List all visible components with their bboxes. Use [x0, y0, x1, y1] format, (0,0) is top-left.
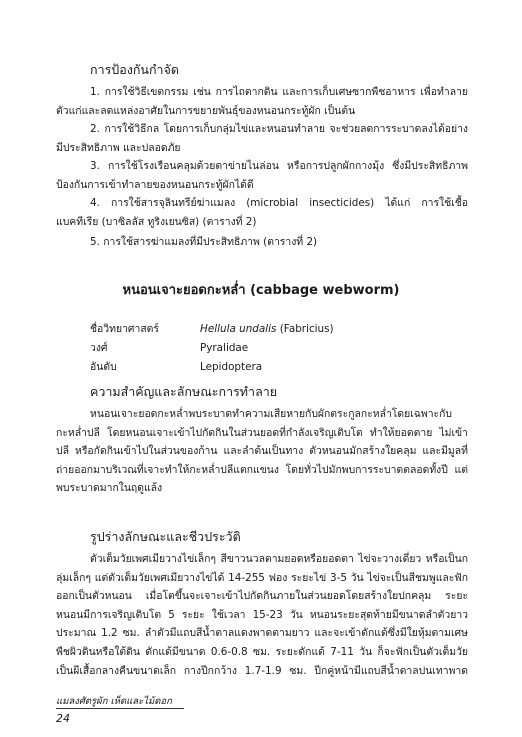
footer-book-title: แมลงศัตรูผัก เห็ดและไม้ดอก	[56, 696, 172, 707]
section-heading-damage: ความสำคัญและลักษณะการทำลาย	[90, 384, 278, 399]
control-item-4: 4. การใช้สารจุลินทรีย์ฆ่าแมลง (microbial insecticides) ได้แก่ การใช้เชื้อแบคทีเรีย (บาซิลลัส ทูริงเยนซิส) (ตารางที่ 2)	[56, 197, 468, 228]
taxonomy-value: Lepidoptera	[200, 361, 263, 373]
taxonomy-label: ชื่อวิทยาศาสตร์	[90, 323, 160, 335]
taxonomy-label: วงศ์	[90, 342, 108, 354]
damage-paragraph: หนอนเจาะยอดกะหล่ำพบระบาดทำความเสียหายกับผักตระกูลกะหล่ำโดยเฉพาะกับกะหล่ำปลี โดยหนอนเจาะเข้าไปกัดกินในส่วนยอดที่กำลังเจริญเติบโต ทำให้ยอดตาย ไม่เข้าปลี หรือกัดกินเข้าไปในส่วนของก้าน และลำต้นเป็นทาง ตัวหนอนมักสร้างใยคลุม และมีมูลที่ถ่ายออกมาบริเวณที่เจาะทำให้กะหล่ำปลีแตกแขนง โดยทั่วไปมักพบการระบาดตลอดทั้งปี แต่พบระบาดมากในฤดูแล้ง	[56, 408, 468, 495]
control-item-3: 3. การใช้โรงเรือนคลุมด้วยตาข่ายไนล่อน หรือการปลูกผักกางมุ้ง ซึ่งมีประสิทธิภาพป้องกันการเข้าทำลายของหนอนกระทู้ผักได้ดี	[56, 160, 468, 191]
section-heading-biology: รูปร่างลักษณะและชีวประวัติ	[90, 529, 241, 544]
taxonomy-row-scientific-name	[90, 320, 334, 337]
pest-title: หนอนเจาะยอดกะหล่ำ (cabbage webworm)	[122, 283, 400, 298]
section-heading-control: การป้องกันกำจัด	[90, 62, 179, 77]
taxonomy-row-family	[90, 339, 248, 356]
page-number: 24	[56, 712, 70, 725]
taxonomy-value: Hellula undalis (Fabricius)	[200, 323, 334, 335]
control-item-1: 1. การใช้วิธีเขตกรรม เช่น การไถตากดิน และการเก็บเศษซากพืชอาหาร เพื่อทำลายตัวแก่และลดแหล่งอาศัยในการขยายพันธุ์ของหนอนกระทู้ผัก เป็นต้น	[56, 86, 468, 117]
footer-divider	[56, 708, 184, 709]
control-item-5: 5. การใช้สารฆ่าแมลงที่มีประสิทธิภาพ (ตารางที่ 2)	[90, 236, 318, 248]
biology-paragraph: ตัวเต็มวัยเพศเมียวางไข่เล็กๆ สีขาวนวลตามยอดหรือยอดตา ไข่จะวางเดี่ยว หรือเป็นกลุ่มเล็กๆ แต่ตัวเต็มวัยเพศเมียวางไข่ได้ 14-255 ฟอง ระยะไข่ 3-5 วัน ไข่จะเป็นสีชมพูและฟักออกเป็นตัวหนอน เมื่อโตขึ้นจะเจาะเข้าไปกัดกินภายในส่วนยอดโดยสร้างใยปกคลุม ระยะหนอนมีการเจริญเติบโต 5 ระยะ ใช้เวลา 15-23 วัน หนอนระยะสุดท้ายมีขนาดลำตัวยาวประมาณ 1.2 ซม. ลำตัวมีแถบสีน้ำตาลแดงพาดตามยาว และจะเข้าดักแด้ซึ่งมีใยหุ้มตามเศษพืชผิวดินหรือใต้ดิน ดักแด้มีขนาด 0.6-0.8 ซม. ระยะดักแด้ 7-11 วัน ก็จะฟักเป็นตัวเต็มวัย เป็นผีเสื้อกลางคืนขนาดเล็ก กางปีกกว้าง 1.7-1.9 ซม. ปีกคู่หน้ามีแถบสีน้ำตาลปนเทาพาด	[56, 553, 468, 677]
taxonomy-label: อันดับ	[90, 361, 117, 373]
control-item-2: 2. การใช้วิธีกล โดยการเก็บกลุ่มไข่และหนอนทำลาย จะช่วยลดการระบาดลงได้อย่างมีประสิทธิภาพ และปลอดภัย	[56, 123, 468, 154]
taxonomy-row-order	[90, 358, 262, 375]
taxonomy-value: Pyralidae	[200, 342, 249, 354]
